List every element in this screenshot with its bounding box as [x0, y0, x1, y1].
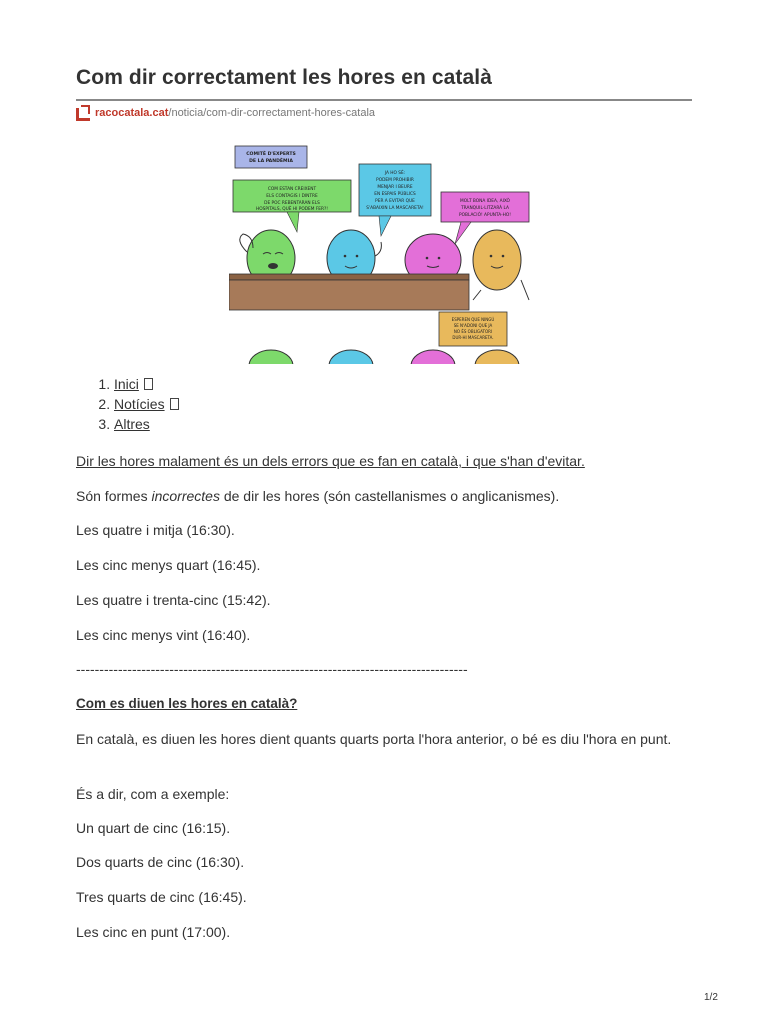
svg-text:POBLACIÓ! APUNTA-HO!: POBLACIÓ! APUNTA-HO!: [459, 213, 511, 218]
wrong-example-4: Les cinc menys vint (16:40).: [76, 627, 251, 643]
source-path: /noticia/com-dir-correctament-hores-catala: [168, 107, 376, 119]
subheading-text: Com es diuen les hores en català?: [76, 696, 298, 711]
svg-text:PODEM PROHIBIR: PODEM PROHIBIR: [376, 178, 414, 183]
intro-link-paragraph[interactable]: [76, 451, 692, 471]
svg-text:SE N'ADONI QUE JA: SE N'ADONI QUE JA: [453, 323, 493, 328]
svg-text:DUR-HI MASCARETA.: DUR-HI MASCARETA.: [452, 335, 494, 340]
wrong-example-1: Les quatre i mitja (16:30).: [76, 522, 235, 538]
example-intro: És a dir, com a exemple:: [76, 786, 230, 802]
right-example-4: Les cinc en punt (17:00).: [76, 924, 231, 940]
dashed-separator: ------------------------------------------------------------------------------------: [76, 661, 468, 677]
svg-text:DE LA PANDÈMIA: DE LA PANDÈMIA: [249, 159, 293, 164]
svg-text:DE POC REBENTARAN ELS: DE POC REBENTARAN ELS: [264, 201, 320, 206]
breadcrumb-item: [114, 394, 179, 414]
breadcrumb-link-inici[interactable]: Inici: [114, 376, 139, 392]
svg-text:PER A EVITAR QUE: PER A EVITAR QUE: [375, 199, 415, 204]
comic-bubble-green: COM ESTAN CREIXENT: [267, 187, 317, 192]
comic-bubble-cyan: JA HO SÉ:: [384, 171, 406, 176]
wrong-example-3: Les quatre i trenta-cinc (15:42).: [76, 592, 271, 608]
right-example-3: Tres quarts de cinc (16:45).: [76, 889, 247, 905]
svg-text:NO ÉS OBLIGATORI: NO ÉS OBLIGATORI: [453, 329, 493, 334]
source-domain: racocatala.cat: [95, 107, 169, 119]
site-logo-icon: [76, 105, 90, 121]
svg-text:EN ESPAIS PÚBLICS: EN ESPAIS PÚBLICS: [374, 192, 416, 197]
page-title: Com dir correctament les hores en català: [76, 66, 492, 89]
incorrect-pre: Són formes: [76, 488, 152, 504]
wrong-example-2: Les cinc menys quart (16:45).: [76, 557, 261, 573]
source-url[interactable]: [76, 105, 375, 121]
svg-text:MENJAR I BEURE: MENJAR I BEURE: [377, 185, 413, 190]
svg-text:TRANQUIL·LITZARÀ LA: TRANQUIL·LITZARÀ LA: [461, 206, 509, 211]
title-divider: [76, 99, 692, 101]
breadcrumb-link-noticies[interactable]: Notícies: [114, 396, 165, 412]
right-example-2: Dos quarts de cinc (16:30).: [76, 854, 245, 870]
right-example-1: Un quart de cinc (16:15).: [76, 820, 231, 836]
comic-bubble-magenta: MOLT BONA IDEA, AIXÒ: [460, 199, 510, 204]
svg-text:ELS CONTAGIS I DINTRE: ELS CONTAGIS I DINTRE: [266, 194, 318, 199]
breadcrumb-item: [114, 414, 179, 434]
explanation-paragraph: En català, es diuen les hores dient quants quarts porta l'hora anterior, o bé es diu l'hora en punt.: [76, 731, 672, 747]
comic-caption: COMITÈ D'EXPERTS: [246, 152, 296, 157]
missing-glyph-icon: [170, 398, 179, 410]
subheading: [76, 694, 692, 714]
page-number: 1/2: [704, 992, 718, 1003]
breadcrumb-item: [114, 374, 179, 394]
svg-text:HOSPITALS, QUÈ HI PODEM FER?!: HOSPITALS, QUÈ HI PODEM FER?!: [256, 207, 328, 212]
incorrect-post: de dir les hores (són castellanismes o anglicanismes).: [219, 488, 560, 504]
comic-bubble-orange: ESPEREN QUE NINGÚ: [451, 317, 495, 322]
breadcrumb-link-altres[interactable]: Altres: [114, 416, 150, 432]
incorrect-forms-paragraph: [76, 486, 692, 506]
breadcrumb: [76, 374, 179, 434]
comic-illustration: [229, 140, 531, 364]
intro-link[interactable]: Dir les hores malament és un dels errors que es fan en català, i que s'han d'evitar.: [76, 453, 585, 469]
missing-glyph-icon: [144, 378, 153, 390]
svg-text:S'ABAIXIN LA MASCARETA!: S'ABAIXIN LA MASCARETA!: [366, 206, 424, 211]
incorrect-emphasis: incorrectes: [151, 488, 220, 504]
